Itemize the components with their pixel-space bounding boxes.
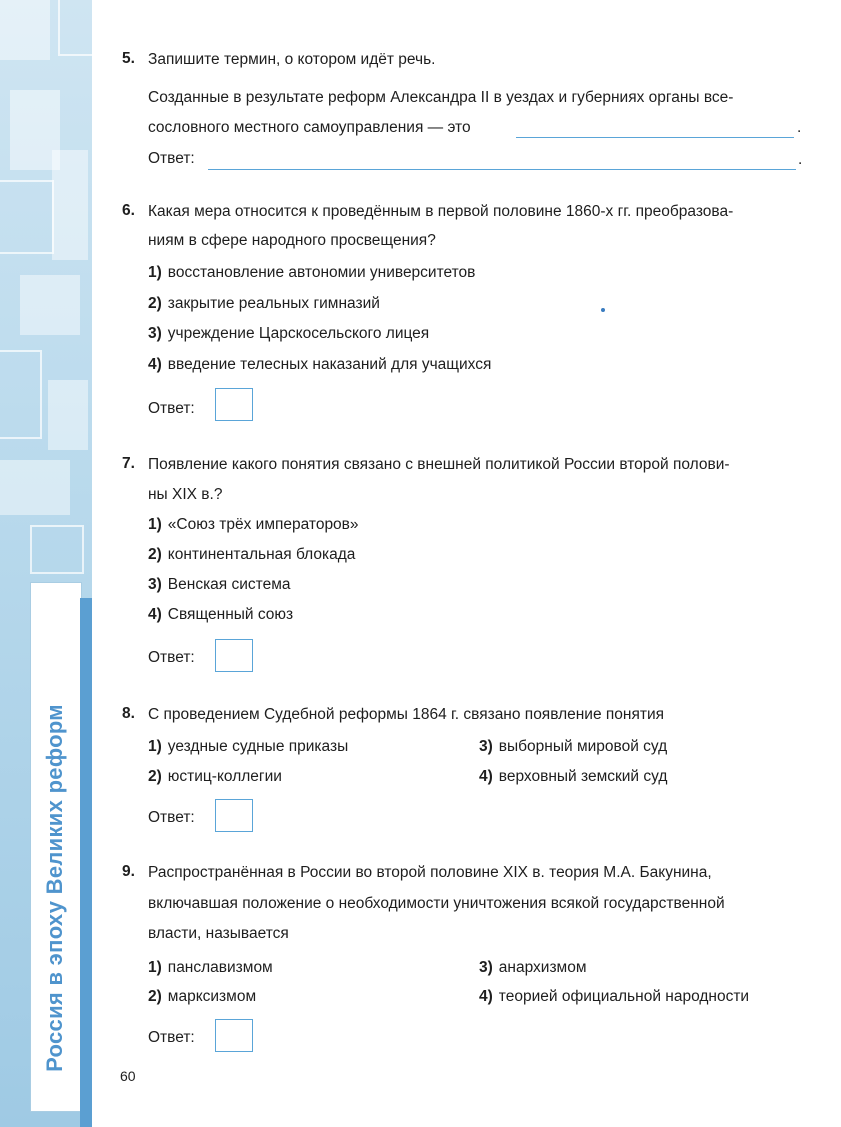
option-1 bbox=[148, 264, 475, 282]
option-number: 3) bbox=[148, 325, 162, 342]
option-2 bbox=[148, 295, 380, 313]
option-number: 1) bbox=[148, 738, 162, 755]
option-number: 3) bbox=[479, 959, 493, 976]
question-text: Появление какого понятия связано с внешней политикой России второй полови- bbox=[148, 456, 730, 473]
decor-tile bbox=[58, 0, 92, 56]
question-number: 5. bbox=[122, 50, 135, 67]
answer-label: Ответ: bbox=[148, 400, 195, 417]
option-4 bbox=[479, 768, 667, 786]
option-text: теорией официальной народности bbox=[498, 988, 750, 1005]
option-text: уездные судные приказы bbox=[167, 738, 349, 755]
option-text: верховный земский суд bbox=[498, 768, 668, 785]
option-3 bbox=[148, 576, 291, 594]
option-text: анархизмом bbox=[498, 959, 587, 976]
option-number: 4) bbox=[148, 356, 162, 373]
option-number: 1) bbox=[148, 264, 162, 281]
option-3 bbox=[148, 325, 429, 343]
option-number: 2) bbox=[148, 295, 162, 312]
decor-tile bbox=[0, 350, 42, 439]
option-number: 4) bbox=[479, 988, 493, 1005]
answer-box[interactable] bbox=[215, 799, 253, 832]
decor-tile bbox=[48, 380, 88, 450]
question-prompt: Запишите термин, о котором идёт речь. bbox=[148, 51, 436, 68]
question-text: власти, называется bbox=[148, 925, 289, 942]
option-number: 2) bbox=[148, 546, 162, 563]
decor-tile bbox=[0, 180, 54, 254]
option-text: учреждение Царскосельского лицея bbox=[167, 325, 430, 342]
question-number: 9. bbox=[122, 863, 135, 880]
option-2 bbox=[148, 768, 282, 786]
side-title: Россия в эпоху Великих реформ bbox=[42, 704, 67, 1072]
option-4 bbox=[148, 606, 293, 624]
period: . bbox=[797, 119, 802, 136]
option-text: введение телесных наказаний для учащихся bbox=[167, 356, 492, 373]
answer-label: Ответ: bbox=[148, 809, 195, 826]
question-text: включавшая положение о необходимости уничтожения всякой государственной bbox=[148, 895, 725, 912]
option-number: 2) bbox=[148, 768, 162, 785]
option-2 bbox=[148, 988, 256, 1006]
question-text: Какая мера относится к проведённым в первой половине 1860-х гг. преобразова- bbox=[148, 203, 734, 220]
question-text: С проведением Судебной реформы 1864 г. связано появление понятия bbox=[148, 706, 665, 723]
side-accent-strip bbox=[80, 598, 92, 1127]
option-3 bbox=[479, 738, 667, 756]
question-text: Распространённая в России во второй половине XIX в. теория М.А. Бакунина, bbox=[148, 864, 712, 881]
option-number: 3) bbox=[148, 576, 162, 593]
decor-tile bbox=[0, 0, 50, 60]
decor-tile bbox=[30, 525, 84, 574]
answer-label: Ответ: bbox=[148, 150, 195, 167]
option-number: 1) bbox=[148, 516, 162, 533]
ink-speck bbox=[601, 308, 605, 312]
question-text: сословного местного самоуправления — это bbox=[148, 119, 471, 136]
decor-tile bbox=[20, 275, 80, 335]
question-text: ны XIX в.? bbox=[148, 486, 223, 503]
question-number: 6. bbox=[122, 202, 135, 219]
question-number: 7. bbox=[122, 455, 135, 472]
option-number: 2) bbox=[148, 988, 162, 1005]
answer-box[interactable] bbox=[215, 388, 253, 421]
option-number: 4) bbox=[148, 606, 162, 623]
period: . bbox=[798, 151, 803, 168]
answer-label: Ответ: bbox=[148, 1029, 195, 1046]
answer-fill-line[interactable] bbox=[208, 169, 796, 170]
option-number: 3) bbox=[479, 738, 493, 755]
option-text: восстановление автономии университетов bbox=[167, 264, 476, 281]
option-4 bbox=[479, 988, 749, 1006]
option-1 bbox=[148, 738, 348, 756]
answer-box[interactable] bbox=[215, 1019, 253, 1052]
option-text: континентальная блокада bbox=[167, 546, 356, 563]
option-number: 1) bbox=[148, 959, 162, 976]
decor-tile bbox=[0, 460, 70, 515]
option-number: 4) bbox=[479, 768, 493, 785]
question-number: 8. bbox=[122, 705, 135, 722]
option-text: марксизмом bbox=[167, 988, 257, 1005]
term-fill-line[interactable] bbox=[516, 137, 794, 138]
answer-label: Ответ: bbox=[148, 649, 195, 666]
question-text: Созданные в результате реформ Александра II в уездах и губерниях органы все- bbox=[148, 89, 734, 106]
option-text: юстиц-коллегии bbox=[167, 768, 282, 785]
option-text: Венская система bbox=[167, 576, 291, 593]
option-text: выборный мировой суд bbox=[498, 738, 668, 755]
option-3 bbox=[479, 959, 587, 977]
option-text: закрытие реальных гимназий bbox=[167, 295, 380, 312]
decor-tile bbox=[52, 150, 88, 260]
option-1 bbox=[148, 516, 359, 534]
page-number: 60 bbox=[120, 1068, 136, 1084]
option-2 bbox=[148, 546, 355, 564]
option-text: «Союз трёх императоров» bbox=[167, 516, 359, 533]
option-4 bbox=[148, 356, 491, 374]
answer-box[interactable] bbox=[215, 639, 253, 672]
option-text: панславизмом bbox=[167, 959, 273, 976]
question-text: ниям в сфере народного просвещения? bbox=[148, 232, 436, 249]
option-text: Священный союз bbox=[167, 606, 294, 623]
option-1 bbox=[148, 959, 273, 977]
